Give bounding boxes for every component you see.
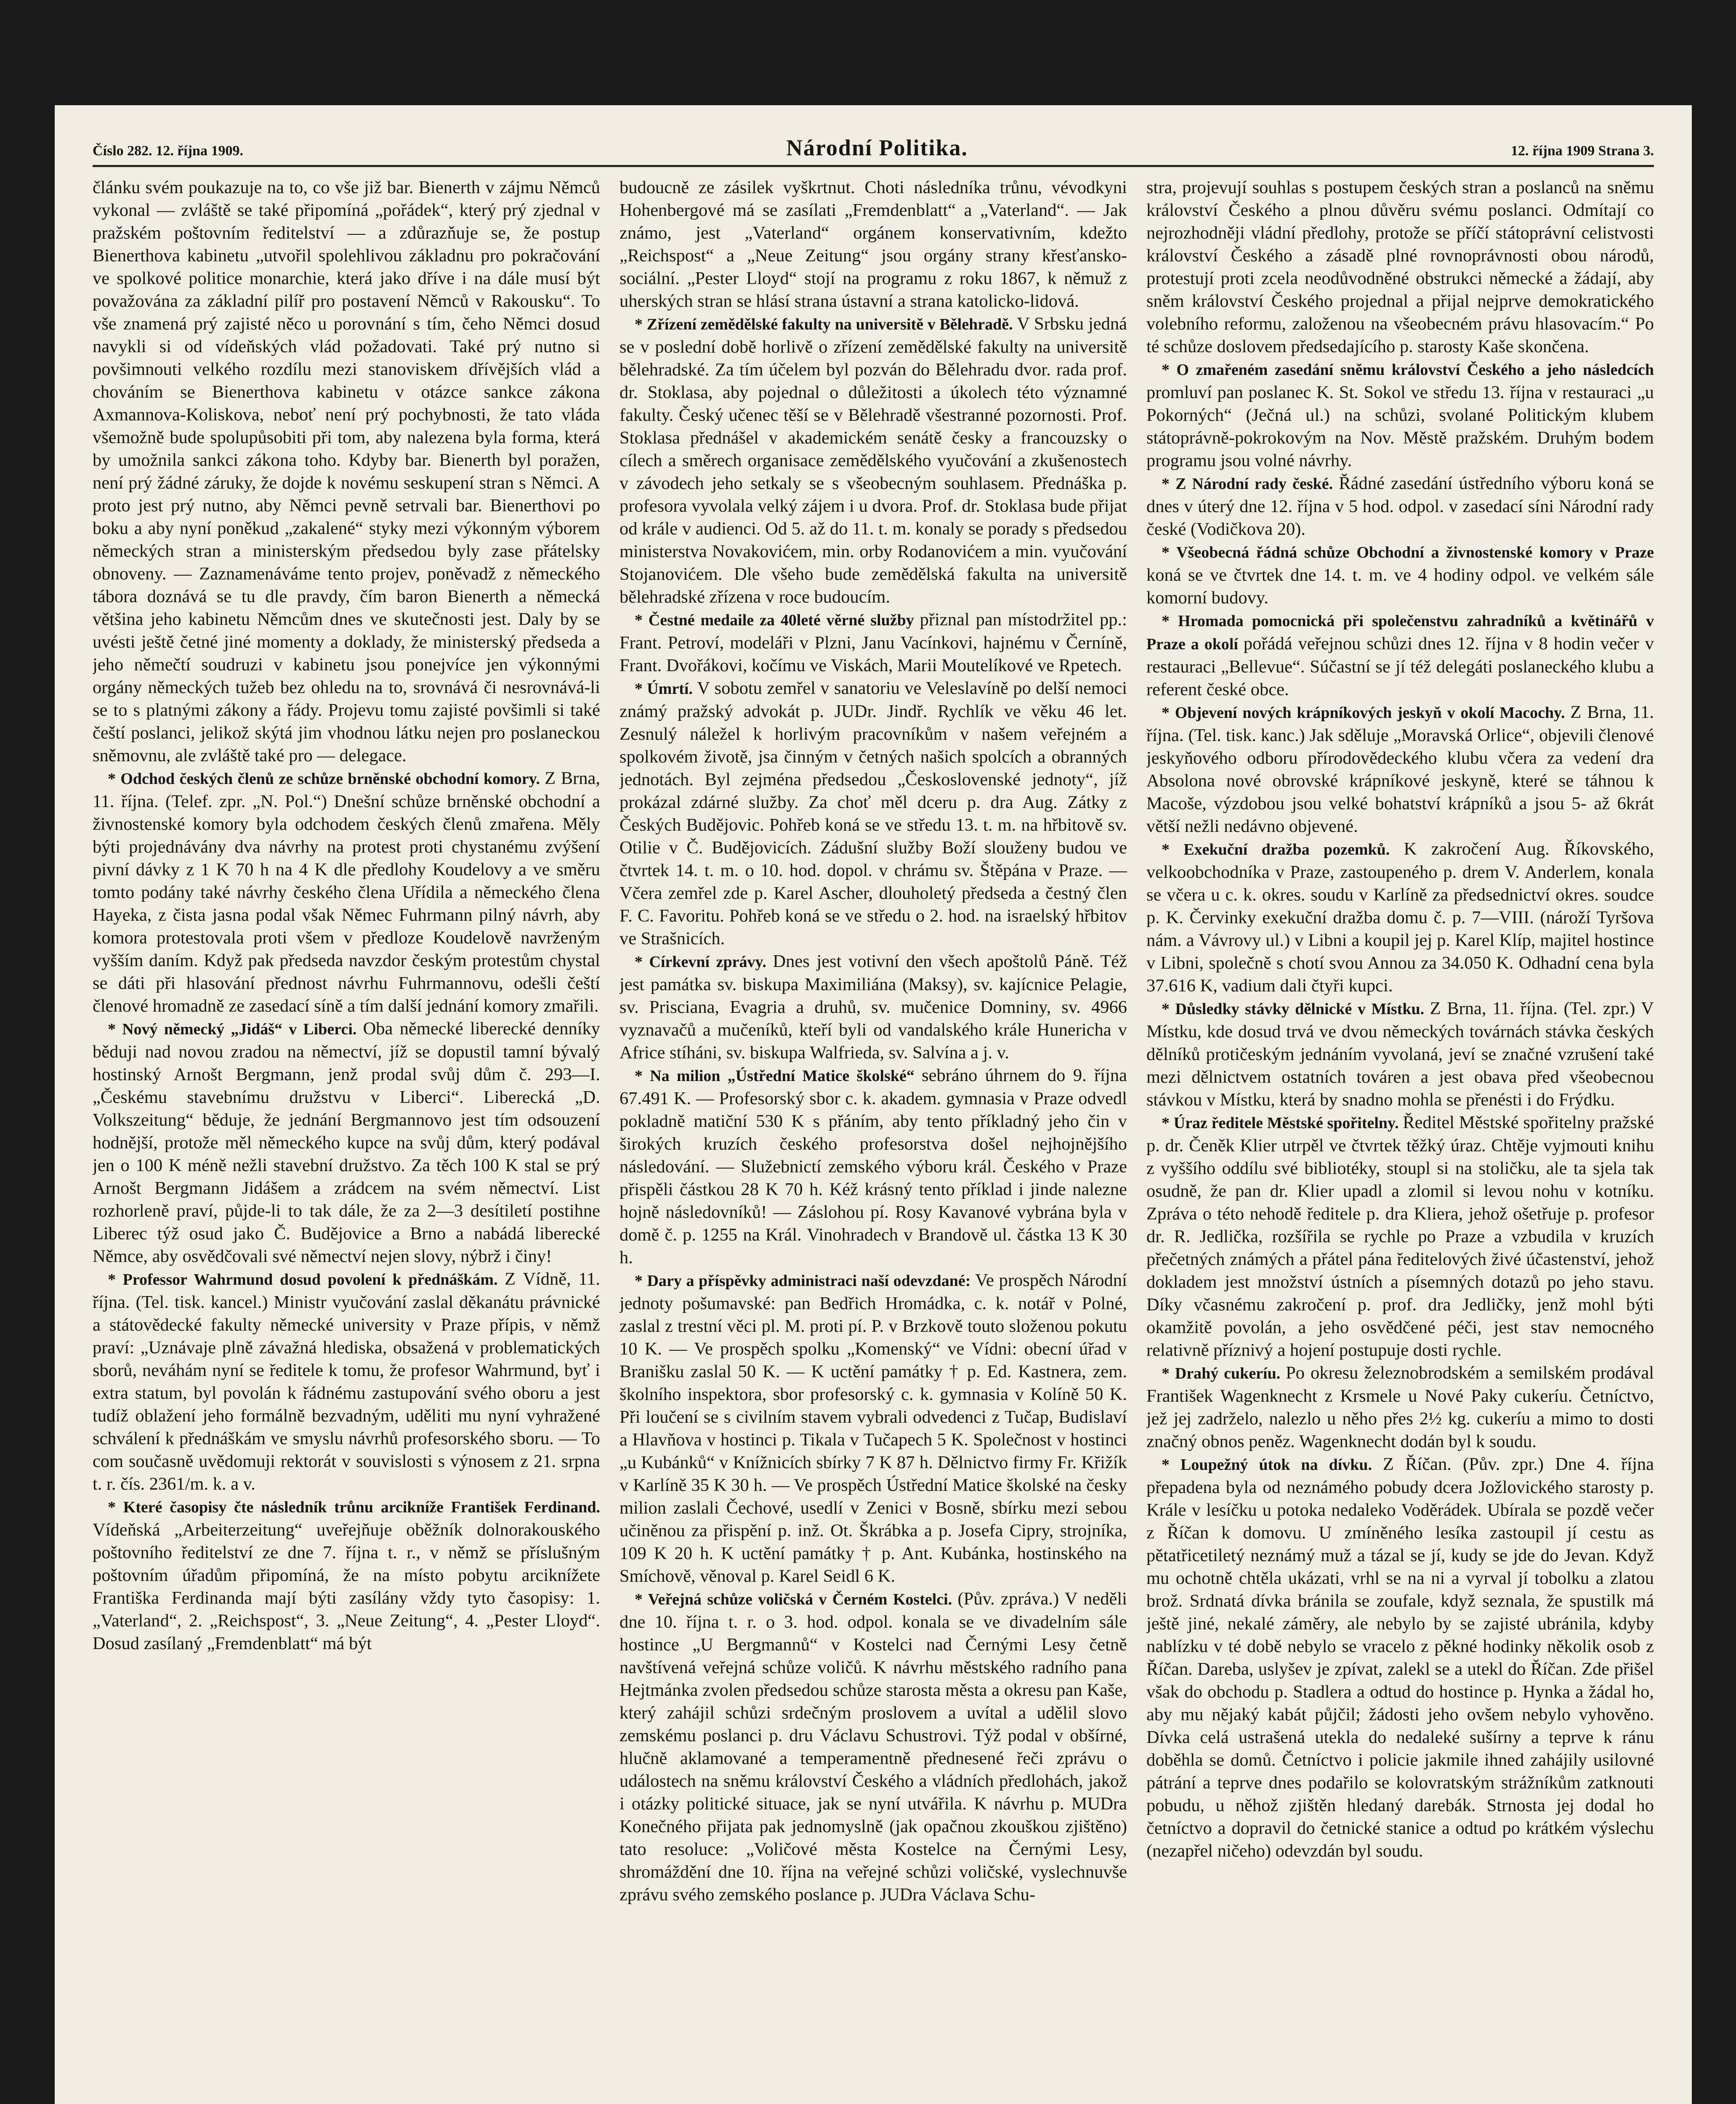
- article-paragraph: [1146, 176, 1654, 358]
- article-paragraph: [1146, 358, 1654, 472]
- article-text: Z Vídně, 11. října. (Tel. tisk. kancel.) Ministr vyučování zaslal děkanátu právnické a státovědecké fakulty německé university v Praze přípis, v němž praví: „Uznávaje plně závažná hlediska, obsažená v problematických sborů, neváhám nyní se ředitele k tomu, že profesor Wahrmund, byť i extra statum, byl povolán k řádnému zastupování svého oboru a jest tudíž oblažení jeho formálně bezvadným, uděliti mu nyní vyhražené schválení k přednáškám ve smyslu návrhů profesorského sboru. — To com současně uvědomuji rektorát v souvislosti s výnosem z 21. srpna t. r. čís. 2361/m. k. a v.: [93, 1269, 600, 1494]
- article-paragraph: [93, 1017, 600, 1268]
- article-headline: * Professor Wahrmund dosud povolení k přednáškám.: [108, 1271, 505, 1288]
- article-text: Z Brna, 11. října. (Tel. zpr.) V Místku, kde dosud trvá ve dvou německých továrnách stávka českých dělníků protičeským jednáním vyvolaná, jeví se značné vzrušení také mezi dělnictvem ostatních továren a jest obava před všeobecnou stávkou v Místku, která by snadno mohla se přenésti i do Frýdku.: [1146, 999, 1654, 1110]
- article-paragraph: [619, 608, 1127, 677]
- article-headline: * Všeobecná řádná schůze Obchodní a živnostenské komory v Praze: [1162, 544, 1654, 561]
- article-headline: * Zřízení zemědělské fakulty na universitě v Bělehradě.: [635, 316, 1017, 333]
- issue-date: Číslo 282. 12. října 1909.: [93, 143, 243, 159]
- article-text: (Pův. zpráva.) V neděli dne 10. října t. r. o 3. hod. odpol. konala se ve divadelním sále hostince „U Bergmannů“ v Kostelci nad Černými Lesy četně navštívená veřejná schůze voličů. K návrhu městského radního pana Hejtmánka zvolen předsedou schůze starosta města a okresu pan Kaše, který zahájil schůzi srdečným proslovem a uvítal a udělil slovo zemskému poslanci p. dru Václavu Schustrovi. Týž podal v obšírné, hlučně aklamované a temperamentně přednesené řeči zprávu o událostech na sněmu království Českého a vládních předlohách, jakož i otázky politické situace, jak se nyní utvářila. K návrhu p. MUDra Konečného přijata pak jednomyslně (jak opačnou zkouškou zjištěno) tato resoluce: „Voličové města Kostelce na Černými Lesy, shromáždění dne 10. října na veřejné schůzi voličské, vyslechnuvše zprávu svého zemského poslance p. JUDra Václava Schu-: [619, 1589, 1127, 1905]
- article-paragraph: [619, 677, 1127, 950]
- article-text: koná se ve čtvrtek dne 14. t. m. ve 4 hodiny odpol. ve velkém sále komorní budovy.: [1146, 565, 1654, 608]
- article-text: Z Říčan. (Pův. zpr.) Dne 4. října přepadena byla od neznámého pobudy dcera Jožlovického starosty p. Krále v lesíčku u potoka nedaleko Voděrádek. Ubírala se pozdě večer z Říčan k domovu. U zmíněného lesíka zastoupil jí cestu as pětatřicetiletý neznámý muž a tázal se jí, kudy se jde do Jevan. Když mu ochotně chtěla ukázati, vrhl se na ni a vyrval jí tobolku a zlatou brož. Srdnatá dívka bránila se zoufale, když seznala, že spustilk má ještě jiné, nekalé záměry, ale nebylo by se zajisté ubránila, kdyby nablízku v té době nebylo se vracelo z pěkné hodinky několik osob z Říčan. Dareba, uslyšev je zpívat, zalekl se a utekl do Říčan. Zde přišel však do obchodu p. Stadlera a odtud do hostince p. Hynka a žádal ho, aby mu nějaký kabát půjčil; žádosti jeho ovšem nebylo vyhověno. Dívka celá ustrašená utekla do nedaleké sušírny a teprve k ránu doběhla se domů. Četníctvo i policie jakmile ihned zahájily usilovné pátrání a teprve dnes podařilo se kolovratským strážníkům zatknouti pobudu, u něhož zjištěn hledaný darebák. Strnosta jej dodal ho četníctvo a dopravil do četnické stanice a odtud po krátkém výslechu (nezapřel ničeho) odevzdán byl soudu.: [1146, 1454, 1654, 1861]
- article-paragraph: [93, 1496, 600, 1655]
- article-paragraph: [1146, 609, 1654, 701]
- article-text: sebráno úhrnem do 9. října 67.491 K. — Profesorský sbor c. k. akadem. gymnasia v Praze odvedl pokladně matiční 530 K s přáním, aby tento příkladný jeho čin v širokých kruzích českého profesorstva došel nejhojnějšího následování. — Služebnictí zemského výboru král. Českého v Praze přispěli částkou 28 K 70 h. Kéž krásný tento příklad i jinde nalezne hojně následovníků! — Záslohou pí. Rosy Kavanové vybrána byla v domě č. p. 1255 na Král. Vinohradech v Brandově ul. částka 13 K 30 h.: [619, 1065, 1127, 1267]
- masthead-title: Národní Politika.: [786, 135, 968, 160]
- article-paragraph: [619, 950, 1127, 1064]
- article-text: Dnes jest votivní den všech apoštolů Páně. Též jest památka sv. biskupa Maximiliána (Maksy), sv. kajícnice Pelagie, sv. Prisciana, Evagria a druhů, sv. mučenice Domniny, sv. 4966 vyznavačů a mučeníků, kteří byli od vandalského krále Hunericha v Africe stíháni, sv. biskupa Walfrieda, sv. Salvína a j. v.: [619, 951, 1127, 1063]
- article-headline: * Úmrtí.: [635, 680, 697, 698]
- article-paragraph: [619, 1064, 1127, 1269]
- article-headline: * Úraz ředitele Městské spořitelny.: [1162, 1114, 1403, 1132]
- article-text: promluví pan poslanec K. St. Sokol ve středu 13. října v restauraci „u Pokorných“ (Ječná ul.) na schůzi, svolané Politickým klubem státoprávně-pokrokovým na Nov. Městě pražském. Druhým bodem programu jsou volné návrhy.: [1146, 383, 1654, 470]
- article-paragraph: [1146, 1453, 1654, 1862]
- column-3: [1146, 176, 1654, 2104]
- article-headline: * Dary a příspěvky administraci naší odevzdané:: [635, 1272, 975, 1290]
- article-text: V sobotu zemřel v sanatoriu ve Veleslavíně po delší nemoci známý pražský advokát p. JUDr. Jindř. Rychlík ve věku 46 let. Zesnulý náležel k horlivým pracovníkům v našem veřejném a spolkovém životě, jsa činným v četných našich spolcích a obranných jednotách. Byl zejména předsedou „Československé jednoty“, jíž prokázal zdárné služby. Za choť měl dceru p. dra Aug. Zátky z Českých Budějovic. Pohřeb koná se ve středu 13. t. m. na hřbitově sv. Otilie v Č. Budějovicích. Zádušní služby Boží slouženy budou ve čtvrtek 14. t. m. o 10. hod. dopol. v chrámu sv. Štěpána v Praze. — Včera zemřel zde p. Karel Ascher, dlouholetý předseda a čestný člen F. C. Favoritu. Pohřeb koná se ve středu o 2. hod. na israelský hřbitov ve Strašnicích.: [619, 678, 1127, 948]
- article-text: Z Brna, 11. října. (Telef. zpr. „N. Pol.“) Dnešní schůze brněnské obchodní a živnostenské komory byla odchodem českých členů zmařena. Měly býti projednávány dva návrhy na protest proti chystanému zvýšení pivní dávky z 1 K 70 h na 4 K dle předlohy Koudelovy a ve směru tomto podány také návrhy českého člena Uřídila a německého člena Hayeka, z čista jasna podal však Němec Fuhrmann pilný návrh, aby komora protestovala proti všem v předloze Koudelově navrženým vyšším daním. Když pak předseda navzdor českým protestům chystal se dáti při hlasování přednost návrhu Fuhrmannovu, odešli čeští členové hromadně ze zasedací síně a tím další jednání komory zmařili.: [93, 768, 600, 1016]
- article-headline: * Nový německý „Jidáš“ v Liberci.: [108, 1020, 363, 1038]
- article-columns: [93, 176, 1654, 2104]
- article-text: Ve prospěch Národní jednoty pošumavské: pan Bedřich Hromádka, c. k. notář v Polné, zaslal z trestní věci pl. M. proti pí. P. v Brzkově touto složenou pokutu 10 K. — Ve prospěch spolku „Komenský“ ve Vídni: obecní úřad v Branišku zaslal 50 K. — K uctění památky † p. Ed. Kastnera, zem. školního inspektora, sbor profesorský c. k. gymnasia v Kolíně 50 K. Při loučení se s civilním stavem vybrali odvedenci z Tučap, Budislaví a Hlavňova v hostinci p. Tikala v Tučapech 5 K. Společnost v hostinci „u Kubánků“ v Knížnicích sbírky 7 K 87 h. Dělnictvo firmy Fr. Křižík v Karlíně 35 K 30 h. — Ve prospěch Ústřední Matice školské na česky milion zaslali Čechové, usedlí v Zenici v Bosně, sbírku mezi sebou učiněnou za přispění p. inž. Ot. Škrábka a p. Josefa Cipry, strojníka, 109 K 20 h. K uctění památky † p. Ant. Kubánka, hostinského na Smíchově, věnoval p. Karel Seidl 6 K.: [619, 1270, 1127, 1586]
- article-text: pořádá veřejnou schůzi dnes 12. října v 8 hodin večer v restauraci „Bellevue“. Súčastní se jí též delegáti poslaneckého klubu a referent české obce.: [1146, 634, 1654, 699]
- article-headline: * Z Národní rady české.: [1162, 475, 1339, 493]
- article-paragraph: [619, 1588, 1127, 1906]
- article-headline: * Drahý cukeríu.: [1162, 1365, 1286, 1382]
- article-text: Řádné zasedání ústředního výboru koná se dnes v úterý dne 12. října v 5 hod. odpol. v zasedací síni Národní rady české (Vodičkova 20).: [1146, 473, 1654, 539]
- article-text: Vídeňská „Arbeiterzeitung“ uveřejňuje oběžník dolnorakouského poštovního ředitelství ze dne 7. října t. r., v němž se příslušným poštovním úřadům připomíná, že na místo pobytu arciknížete Františka Ferdinanda mají býti zasílány vždy tyto časopisy: 1. „Vaterland“, 2. „Reichspost“, 3. „Neue Zeitung“, 4. „Pester Lloyd“. Dosud zasílaný „Fremdenblatt“ má být: [93, 1520, 600, 1653]
- article-headline: * Loupežný útok na dívku.: [1162, 1456, 1383, 1474]
- article-text: stra, projevují souhlas s postupem českých stran a poslanců na sněmu království Českého a plnou důvěru svému poslanci. Odmítají co nejrozhodněji vládní předlohy, protože se příčí státoprávní celistvosti království Českého a zásadě plné rovnoprávnosti obou národů, protestují proti zcela neodůvodněné obstrukci německé a žádají, aby sněm království Českého projednal a přijal nejprve demokratického volebního reformu, založenou na všeobecném právu hlasovacím.“ Po té schůze doslovem předsedajícího p. starosty Kaše skončena.: [1146, 178, 1654, 356]
- article-paragraph: [619, 1269, 1127, 1588]
- article-text: Z Brna, 11. října. (Tel. tisk. kanc.) Jak sděluje „Moravská Orlice“, objevili členové jeskyňového odboru přírodovědeckého klubu včera za vedení dra Absolona nové obrovské krápníkové jeskyně, které se táhnou k Macoše, výzdobou jsou velké bohatství krápníků a jsou 5- až 6krát větší nežli nedávno objevené.: [1146, 702, 1654, 836]
- article-paragraph: [619, 313, 1127, 608]
- article-paragraph: [619, 176, 1127, 313]
- article-paragraph: [1146, 1111, 1654, 1362]
- column-1: [93, 176, 600, 2104]
- article-text: budoucně ze zásilek vyškrtnut. Choti následníka trůnu, vévodkyni Hohenbergové má se zasílati „Fremdenblatt“ a „Vaterland“. — Jak známo, jest „Vaterland“ orgánem konservativním, kdežto „Reichspost“ a „Neue Zeitung“ jsou orgány strany křesťansko-sociální. „Pester Lloyd“ stojí na programu z roku 1867, k němuž z uherských stran se hlásí strana ústavní a strana katolicko-lidová.: [619, 178, 1127, 311]
- article-paragraph: [1146, 701, 1654, 838]
- article-paragraph: [1146, 541, 1654, 609]
- article-paragraph: [1146, 1362, 1654, 1453]
- article-headline: * Na milion „Ústřední Matice školské“: [635, 1067, 922, 1085]
- page-header: [93, 135, 1654, 167]
- article-paragraph: [1146, 472, 1654, 541]
- article-paragraph: [1146, 838, 1654, 997]
- article-paragraph: [93, 767, 600, 1017]
- article-paragraph: [1146, 997, 1654, 1111]
- article-headline: * Které časopisy čte následník trůnu arcikníže František Ferdinand.: [108, 1498, 600, 1516]
- article-headline: * Církevní zprávy.: [635, 953, 773, 971]
- article-paragraph: [93, 1268, 600, 1496]
- article-text: K zakročení Aug. Říkovského, velkoobchodníka v Praze, zastoupeného p. drem V. Anderlem, konala se včera u c. k. okres. soudu v Karlíně za předsednictví okres. soudce p. K. Červinky exekuční dražba domu č. p. 7—VIII. (nároží Tyršova nám. a Vávrovy ul.) v Libni a koupil jej p. Karel Klíp, majitel hostince v Libni, společně s chotí svou Annou za 34.050 K. Odhadní cena byla 37.616 K, vadium dali čtyři kupci.: [1146, 839, 1654, 996]
- article-headline: * Odchod českých členů ze schůze brněnské obchodní komory.: [108, 770, 545, 788]
- article-text: článku svém poukazuje na to, co vše již bar. Bienerth v zájmu Němců vykonal — zvláště se také připomíná „pořádek“, který prý zjednal v pražském poštovním ředitelství — a zdůrazňuje se, že postup Bienerthova kabinetu „utvořil spolehlivou základnu pro pokračování ve spolkové politice monarchie, která jako dříve i na dále musí být považována za základní pilíř pro postavení Němců v Rakousku“. To vše znamená prý zajisté něco u porovnání s tím, čeho Němci dosud navykli si od vídeňských vlád požadovati. Také prý nutno si povšimnouti velkého rozdílu mezi stanoviskem dřívějších vlád a chováním se Bienerthova kabinetu v otázce sankce zákona Axmannova-Koliskova, neboť není prý pochybnosti, že tato vláda všemožně bude spolupůsobiti při tom, aby nalezena byla forma, která by umožnila sankci zákona toho. Kdyby bar. Bienerth byl poražen, není prý žádné záruky, že dojde k novému seskupení stran s Němci. A proto jest prý nutno, aby Němci pevně setrvali bar. Bienerthovi po boku a aby nyní poněkud „zakalené“ styky mezi výkonným výborem německých stran a ministerským předsedou byly zase přátelsky obnoveny. — Zaznamenáváme tento projev, poněvadž z německého tábora doznává se tu dle pravdy, čím baron Bienerth a německá většina jeho kabinetu Němcům dnes ve skutečnosti jest. Daly by se uvésti ještě četné jiné momenty a doklady, že ministerský předseda a jeho němečtí soudruzi v kabinetu jsou ponejvíce jen výkonnými orgány německých tužeb bez ohledu na to, srovnává či nesrovnává-li se to s platnými zákony a řády. Projevu tomu zajisté povšimli si také čeští poslanci, jelikož skýtá jim vhodnou látku nejen pro poslaneckou sněmovnu, ale zvláště také pro — delegace.: [93, 178, 600, 765]
- column-2: [619, 176, 1127, 2104]
- article-headline: * O zmařeném zasedání sněmu království Českého a jeho následcích: [1162, 361, 1654, 379]
- article-headline: * Veřejná schůze voličská v Černém Kostelci.: [635, 1591, 958, 1608]
- article-headline: * Hromada pomocnická při společenstvu zahradníků a květinářů v Praze a okolí: [1146, 612, 1654, 653]
- newspaper-page: [55, 105, 1692, 2104]
- article-headline: * Exekuční dražba pozemků.: [1162, 841, 1404, 858]
- article-headline: * Čestné medaile za 40leté věrné služby: [635, 611, 920, 629]
- article-text: Ředitel Městské spořitelny pražské p. dr. Čeněk Klier utrpěl ve čtvrtek těžký úraz. Chtěje vyjmouti knihu z vyššího oddílu své bibliotéky, stoupl si na stoličku, ale ta sjela tak osudně, že pan dr. Klier upadl a zlomil si levou nohu v kotníku. Zpráva o této nehodě ředitele p. dra Kliera, jehož ošetřuje p. profesor dr. R. Jedlička, rozšířila se rychle po Praze a vzbudila v kruzích přečetných známých a přátel pána ředitelových živé účastenství, jehož dokladem jest množství ústních a písemných dotazů po jeho stavu. Díky včasnému zakročení p. prof. dra Jedličky, jenž mohl býti okamžitě povolán, a jeho osvědčené péči, jest stav nemocného relativně příznivý a hojení postupuje dosti rychle.: [1146, 1113, 1654, 1360]
- article-paragraph: [93, 176, 600, 767]
- article-text: přiznal pan místodržitel pp.: Frant. Petroví, modeláři v Plzni, Janu Vacínkovi, hajnému v Černíně, Frant. Dvořákovi, kočímu ve Viskách, Marii Moutelíkové ve Rpetech.: [619, 610, 1127, 675]
- article-text: V Srbsku jedná se v poslední době horlivě o zřízení zemědělské fakulty na universitě bělehradské. Za tím účelem byl pozván do Bělehradu dvor. rada prof. dr. Stoklasa, aby pojednal o důležitosti a úkolech této významné fakulty. Český učenec těší se v Bělehradě všestranné pozornosti. Prof. Stoklasa přednášel v akademickém senátě česky a francouzsky o cílech a směrech organisace zemědělského vyučování a zkušenostech v závodech jeho setkaly se s všeobecným souhlasem. Přednáška p. profesora vyvolala velký zájem i u dvora. Prof. dr. Stoklasa bude přijat od krále v audienci. Od 5. až do 11. t. m. konaly se porady s předsedou ministerstva Novakovićem, min. orby Rodanovićem a min. vyučování Stojanovićem. Dle všeho bude zemědělská fakulta na universitě bělehradské zřízena v roce budoucím.: [619, 314, 1127, 607]
- article-headline: * Objevení nových krápníkových jeskyň v okolí Macochy.: [1162, 704, 1571, 722]
- article-text: Oba německé liberecké denníky běduji nad novou zradou na němectví, jíž se dopustil tamní bývalý hostinský Arnošt Bergmann, jenž prodal svůj dům č. 293—I. „Českému stavebnímu družstvu v Liberci“. Liberecká „D. Volkszeitung“ běduje, že jednání Bergmannovo jest tím odsouzení hodnější, protože měl německého kupce na svůj dům, který podával jen o 100 K méně nežli stavební družstvo. Za těch 100 K stal se prý Arnošt Bergmann Jidášem a zrádcem na svém němectví. List rozhorleně praví, půjde-li to tak dále, že za 2—3 desítiletí postihne Liberec týž osud jako Č. Budějovice a Brno a nabádá liberecké Němce, aby osvědčovali své němectví nejen slovy, nýbrž i činy!: [93, 1019, 600, 1266]
- page-number: 12. října 1909 Strana 3.: [1510, 143, 1654, 159]
- article-headline: * Důsledky stávky dělnické v Místku.: [1162, 1000, 1430, 1018]
- article-text: Po okresu železnobrodském a semilském prodával František Wagenknecht z Krsmele u Nové Paky cukeríu. Četníctvo, jež jej zadrželo, nalezlo u něho přes 2½ kg. cukeríu a mimo to dosti značný obnos peněz. Wagenknecht dodán byl k soudu.: [1146, 1363, 1654, 1451]
